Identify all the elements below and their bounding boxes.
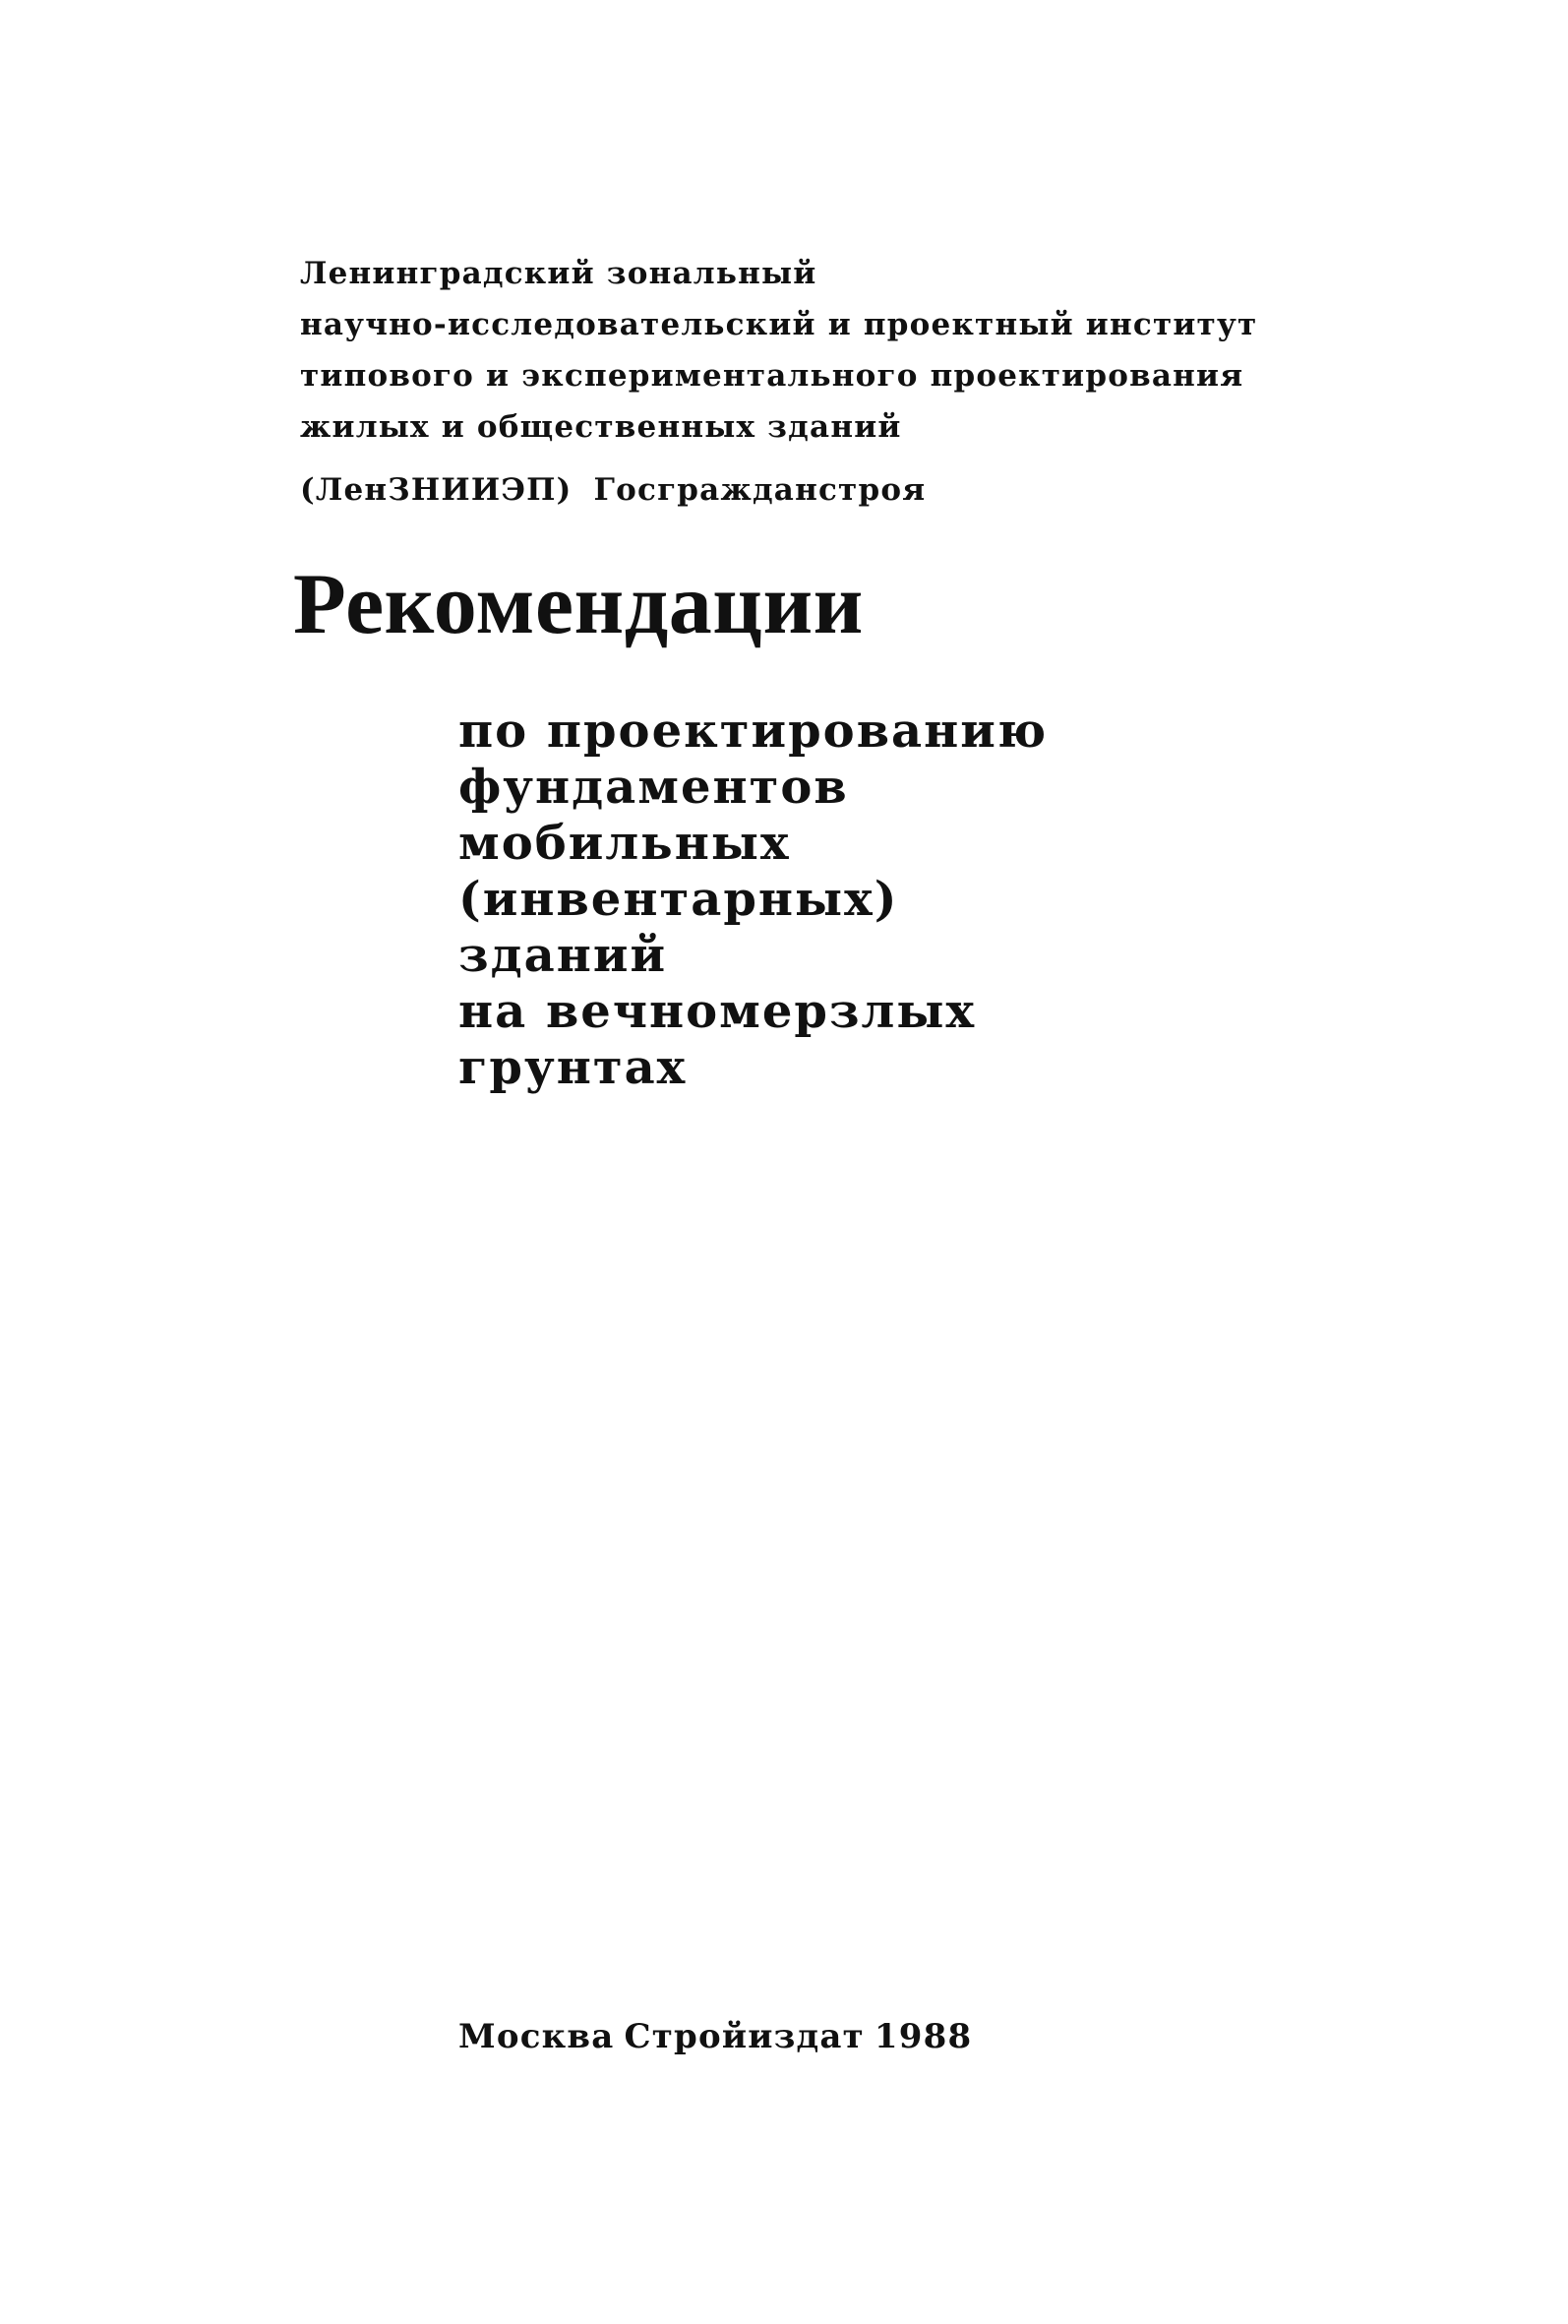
- subtitle-line: фундаментов: [458, 760, 849, 815]
- imprint-year: 1988: [874, 2017, 973, 2056]
- document-subtitle: [458, 703, 1048, 1096]
- subtitle-line: мобильных: [458, 816, 791, 871]
- institution-line: Ленинградский зональный: [300, 256, 817, 291]
- institution-line: научно-исследовательский и проектный институт: [300, 307, 1258, 342]
- imprint-city: Москва: [458, 2017, 615, 2056]
- subtitle-line: на вечномерзлых: [458, 984, 977, 1039]
- document-title: Рекомендации: [293, 557, 864, 652]
- institution-abbreviation: (ЛенЗНИИЭП): [300, 472, 573, 508]
- institution-line: жилых и общественных зданий: [300, 409, 902, 445]
- subtitle-line: по проектированию: [458, 703, 1049, 759]
- publication-imprint: [458, 2015, 972, 2058]
- imprint-publisher: Стройиздат: [624, 2017, 865, 2056]
- parent-organization: Госгражданстроя: [593, 472, 927, 508]
- institution-name: [300, 248, 1257, 453]
- subtitle-line: (инвентарных): [458, 872, 899, 927]
- subtitle-line: грунтах: [458, 1040, 688, 1095]
- institution-line: типового и экспериментального проектирования: [300, 358, 1244, 394]
- subtitle-line: зданий: [458, 928, 668, 983]
- organization-line: [300, 464, 926, 516]
